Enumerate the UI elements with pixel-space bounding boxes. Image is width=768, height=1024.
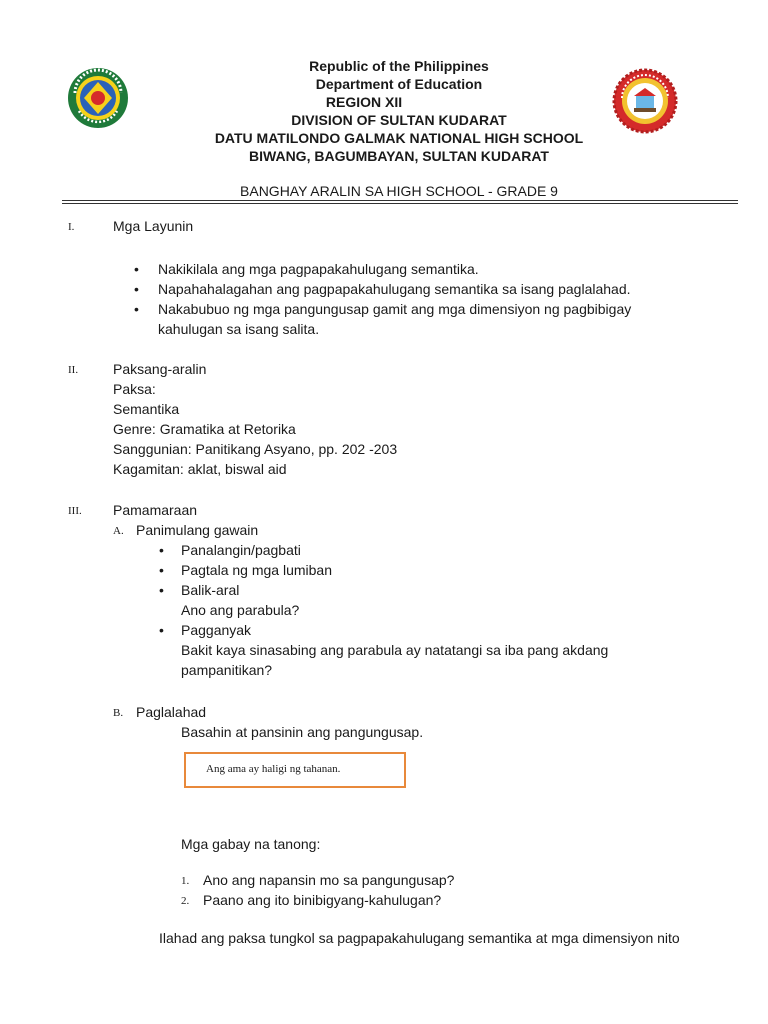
section-title: Pamamaraan [113, 502, 198, 518]
topic-line: Paksa: [113, 381, 156, 397]
section-title: Mga Layunin [113, 218, 194, 234]
document-subtitle: BANGHAY ARALIN SA HIGH SCHOOL - GRADE 9 [240, 183, 558, 199]
section-body [113, 359, 397, 479]
objectives-list [134, 259, 632, 339]
header-line: Department of Education [315, 76, 483, 92]
sub-letter: B. [113, 707, 124, 719]
list-item-continuation: pampanitikan? [181, 662, 273, 678]
header-line: DATU MATILONDO GALMAK NATIONAL HIGH SCHOOL [214, 130, 584, 146]
list-item: • Panalangin/pagbati [159, 542, 301, 558]
question-number: 2. [181, 895, 190, 907]
header-line: DIVISION OF SULTAN KUDARAT [291, 112, 507, 128]
section-numeral: I. [68, 221, 75, 233]
list-item: • Balik-aral [159, 582, 240, 598]
section-numeral: III. [68, 505, 82, 517]
list-item: • Napahahalagahan ang pagpapakahulugang semantika sa isang paglalahad. [134, 281, 631, 297]
list-item-continuation: Bakit kaya sinasabing ang parabula ay natatangi sa iba pang akdang [181, 642, 609, 658]
activities-list [159, 540, 609, 680]
topic-line: Sanggunian: Panitikang Asyano, pp. 202 -203 [113, 441, 398, 457]
list-item: • Nakabubuo ng mga pangungusap gamit ang mga dimensiyon ng pagbibigay [134, 301, 632, 317]
divider [62, 200, 738, 201]
divider [62, 203, 738, 204]
sub-title: Paglalahad [136, 704, 207, 720]
header-line: BIWANG, BAGUMBAYAN, SULTAN KUDARAT [249, 148, 549, 164]
topic-line: Kagamitan: aklat, biswal aid [113, 461, 287, 477]
list-item: • Nakikilala ang mga pagpapakahulugang semantika. [134, 261, 479, 277]
list-item-continuation: kahulugan sa isang salita. [158, 321, 320, 337]
sentence-box [184, 752, 406, 788]
guide-title: Mga gabay na tanong: [181, 836, 321, 852]
instruction-text: Basahin at pansinin ang pangungusap. [181, 724, 424, 740]
sub-title: Panimulang gawain [136, 522, 259, 538]
question-text: Paano ang ito binibigyang-kahulugan? [203, 892, 442, 908]
question-number: 1. [181, 875, 190, 887]
sub-letter: A. [113, 525, 124, 537]
sentence-text: Ang ama ay haligi ng tahanan. [206, 763, 341, 775]
closing-text: Ilahad ang paksa tungkol sa pagpapakahulugang semantika at mga dimensiyon nito [159, 930, 680, 946]
list-item: • Pagganyak [159, 622, 252, 638]
section-title: Paksang-aralin [113, 361, 207, 377]
document-header [0, 57, 768, 165]
list-item-continuation: Ano ang parabula? [181, 602, 300, 618]
header-line: Republic of the Philippines [309, 58, 489, 74]
topic-line: Genre: Gramatika at Retorika [113, 421, 296, 437]
topic-line: Semantika [113, 401, 180, 417]
header-line: REGION XII [325, 94, 403, 110]
list-item: • Pagtala ng mga lumiban [159, 562, 332, 578]
section-numeral: II. [68, 364, 79, 376]
question-text: Ano ang napansin mo sa pangungusap? [203, 872, 455, 888]
